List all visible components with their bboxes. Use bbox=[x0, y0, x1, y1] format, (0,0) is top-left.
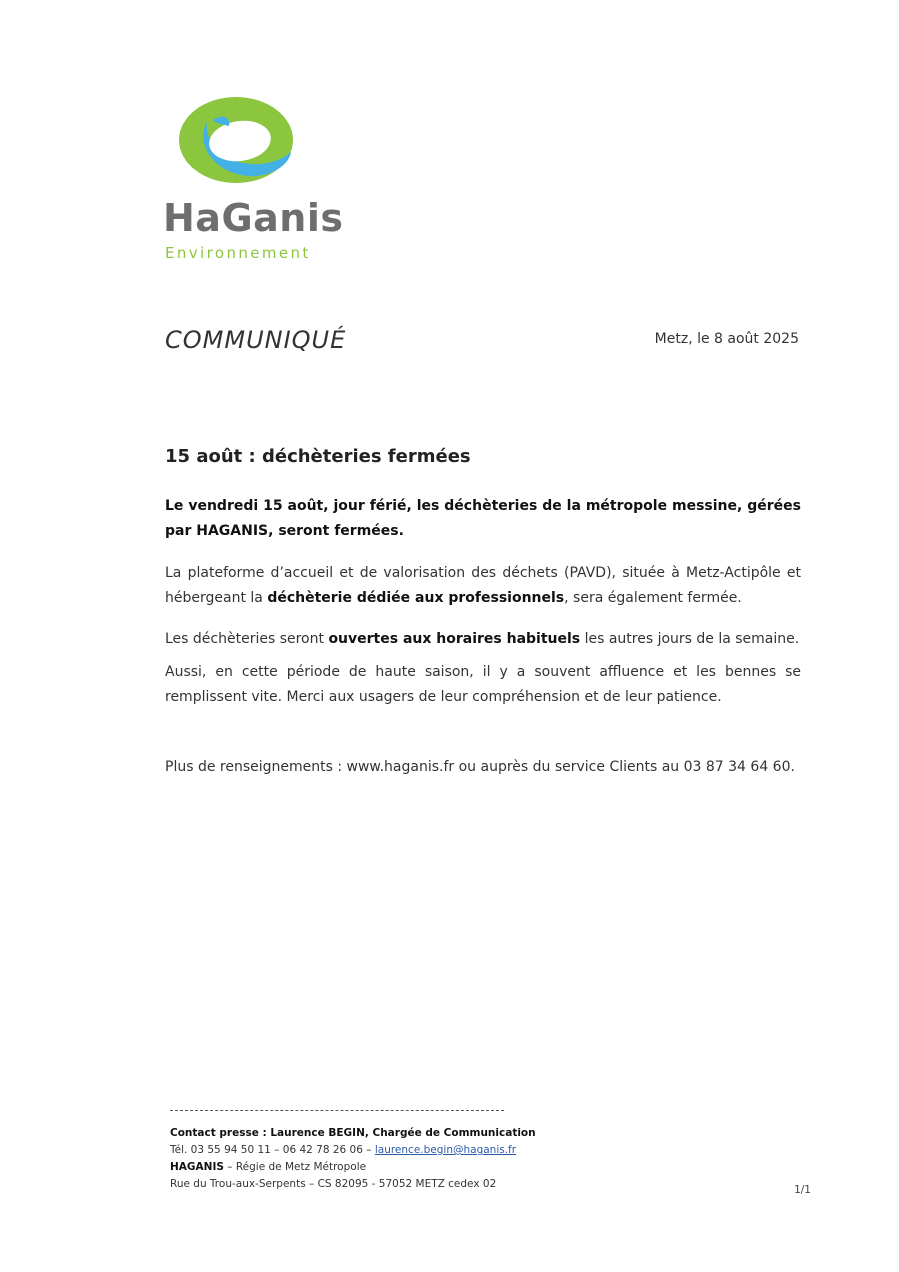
paragraph-text: les autres jours de la semaine. bbox=[580, 631, 800, 647]
document-label: COMMUNIQUÉ bbox=[165, 326, 347, 354]
phone-text: Tél. 03 55 94 50 11 – 06 42 78 26 06 – bbox=[170, 1144, 375, 1156]
email-link[interactable]: laurence.begin@haganis.fr bbox=[374, 1144, 517, 1156]
paragraph-emphasis: ouvertes aux horaires habituels bbox=[328, 631, 581, 647]
footer-contact bbox=[170, 1125, 590, 1193]
org-line bbox=[170, 1159, 590, 1176]
paragraph-text: Les déchèteries seront bbox=[165, 631, 329, 647]
page-title: 15 août : déchèteries fermées bbox=[165, 446, 471, 467]
brand-name: HaGanis bbox=[163, 196, 344, 240]
more-info: Plus de renseignements : www.haganis.fr ou auprès du service Clients au 03 87 34 64 60. bbox=[165, 759, 795, 775]
address-line: Rue du Trou-aux-Serpents – CS 82095 - 57052 METZ cedex 02 bbox=[170, 1178, 497, 1190]
paragraph-affluence: Aussi, en cette période de haute saison, il y a souvent affluence et les bennes se remplissent vite. Merci aux usagers de leur compréhension et de leur patience. bbox=[165, 664, 801, 705]
paragraph-pavd bbox=[165, 561, 801, 611]
paragraph-emphasis: déchèterie dédiée aux professionnels bbox=[267, 590, 565, 606]
phone-line bbox=[170, 1142, 590, 1159]
haganis-logo bbox=[163, 94, 344, 269]
haganis-logo-mark-icon bbox=[177, 94, 295, 192]
paragraph-text: , sera également fermée. bbox=[564, 590, 742, 606]
paragraph-hours bbox=[165, 627, 801, 652]
org-name: HAGANIS bbox=[170, 1161, 224, 1173]
org-desc: – Régie de Metz Métropole bbox=[223, 1161, 367, 1173]
footer-divider bbox=[170, 1110, 504, 1111]
document-date: Metz, le 8 août 2025 bbox=[654, 331, 799, 347]
paragraph-text: La plateforme d’accueil et de valorisation des déchets (PAVD), située à Metz-Actipôle et hébergeant la bbox=[165, 565, 801, 606]
press-contact: Contact presse : Laurence BEGIN, Chargée de Communication bbox=[170, 1127, 536, 1139]
brand-subtitle: Environnement bbox=[165, 244, 311, 262]
intro-paragraph: Le vendredi 15 août, jour férié, les déchèteries de la métropole messine, gérées par HAGANIS, seront fermées. bbox=[165, 498, 801, 539]
page-number: 1/1 bbox=[794, 1184, 811, 1196]
